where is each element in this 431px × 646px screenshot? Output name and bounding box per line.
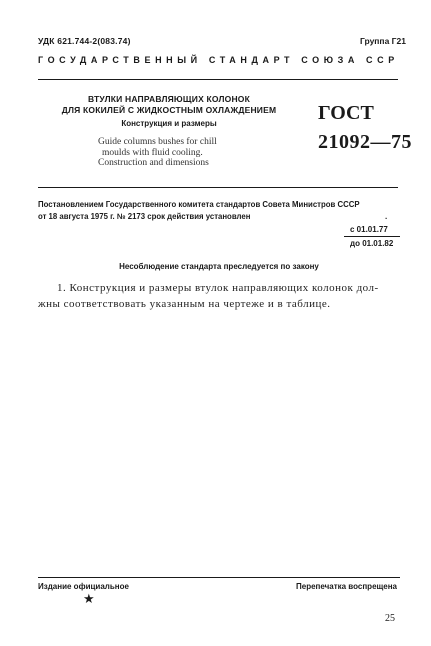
decree-line2: от 18 августа 1975 г. № 2173 срок действия установлен	[38, 212, 251, 221]
page-number: 25	[385, 613, 395, 624]
subtitle-ru: Конструкция и размеры	[121, 119, 217, 128]
title-block	[38, 94, 300, 128]
decree-mark: ·	[385, 214, 388, 223]
middle-rule	[38, 187, 398, 188]
date-to: до 01.01.82	[350, 239, 394, 248]
dates-rule	[344, 236, 400, 237]
decree-line1: Постановлением Государственного комитета стандартов Совета Министров СССР	[38, 200, 360, 209]
bottom-rule	[38, 577, 400, 578]
body-paragraph	[38, 281, 403, 312]
udk-code: УДК 621.744-2(083.74)	[38, 36, 131, 46]
legal-notice: Несоблюдение стандарта преследуется по закону	[119, 262, 319, 271]
star-icon: ★	[83, 591, 95, 606]
body-line2: жны соответствовать указанным на чертеже и в таблице.	[38, 297, 331, 310]
title-en	[98, 137, 268, 169]
gost-label: ГОСТ	[318, 102, 374, 124]
title-en-line3: Construction and dimensions	[98, 158, 209, 168]
title-en-line1: Guide columns bushes for chill	[98, 137, 217, 147]
body-line1: 1. Конструкция и размеры втулок направляющих колонок дол-	[57, 282, 379, 294]
gost-number: 21092—75	[318, 131, 412, 153]
standard-banner: ГОСУДАРСТВЕННЫЙ СТАНДАРТ СОЮЗА ССР	[38, 55, 399, 65]
title-ru-line1: ВТУЛКИ НАПРАВЛЯЮЩИХ КОЛОНОК	[88, 94, 250, 104]
group-code: Группа Г21	[360, 36, 406, 46]
decree-text	[38, 199, 400, 223]
reprint-label: Перепечатка воспрещена	[296, 582, 397, 591]
date-from: с 01.01.77	[350, 225, 388, 234]
edition-label: Издание официальное	[38, 582, 129, 591]
top-rule	[38, 79, 398, 80]
title-ru-line2: ДЛЯ КОКИЛЕЙ С ЖИДКОСТНЫМ ОХЛАЖДЕНИЕМ	[61, 105, 277, 115]
title-en-line2: moulds with fluid cooling.	[102, 147, 203, 158]
